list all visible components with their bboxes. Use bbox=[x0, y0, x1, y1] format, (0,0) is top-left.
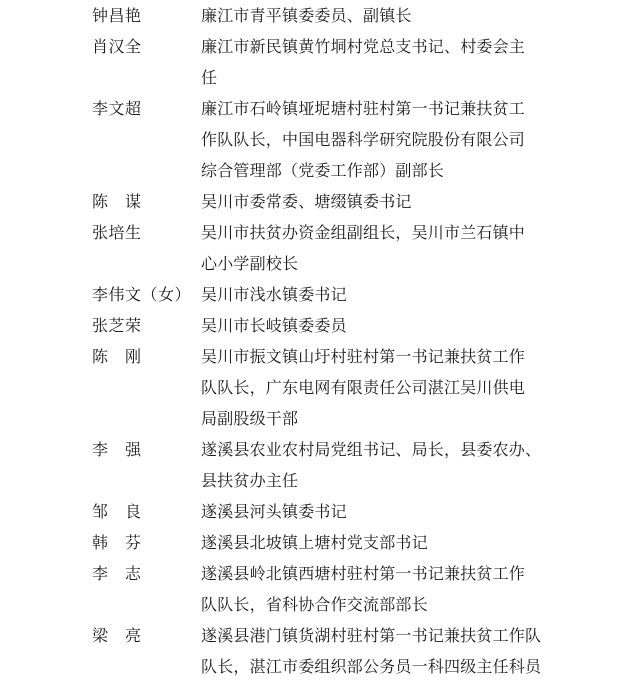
person-name: 梁 亮 bbox=[92, 626, 142, 645]
person-position bbox=[201, 341, 561, 434]
position-line: 任 bbox=[201, 68, 218, 87]
position-line: 吴川市长岐镇委委员 bbox=[201, 316, 347, 335]
person-name: 李文超 bbox=[92, 99, 142, 118]
person-position bbox=[201, 279, 561, 310]
position-line: 廉江市石岭镇垭坭塘村驻村第一书记兼扶贫工 bbox=[201, 99, 526, 118]
person-position bbox=[201, 186, 561, 217]
person-name: 张芝荣 bbox=[92, 316, 142, 335]
person-position bbox=[201, 93, 561, 186]
person-name: 韩 芬 bbox=[92, 533, 142, 552]
position-line: 廉江市新民镇黄竹垌村党总支书记、村委会主 bbox=[201, 37, 526, 56]
position-line: 廉江市青平镇委委员、副镇长 bbox=[201, 6, 412, 25]
person-position bbox=[201, 620, 561, 682]
position-line: 吴川市振文镇山圩村驻村第一书记兼扶贫工作 bbox=[201, 347, 526, 366]
position-line: 综合管理部（党委工作部）副部长 bbox=[201, 161, 445, 180]
position-line: 心小学副校长 bbox=[201, 254, 299, 273]
person-position bbox=[201, 310, 561, 341]
person-position bbox=[201, 217, 561, 279]
position-line: 作队队长，中国电器科学研究院股份有限公司 bbox=[201, 130, 526, 149]
person-name: 邹 良 bbox=[92, 502, 142, 521]
position-line: 吴川市扶贫办资金组副组长，吴川市兰石镇中 bbox=[201, 223, 526, 242]
person-name: 李 志 bbox=[92, 564, 142, 583]
position-line: 遂溪县河头镇委书记 bbox=[201, 502, 347, 521]
person-name: 钟昌艳 bbox=[92, 6, 142, 25]
position-line: 遂溪县港门镇货湖村驻村第一书记兼扶贫工作队 bbox=[201, 626, 542, 645]
person-name: 张培生 bbox=[92, 223, 142, 242]
position-line: 遂溪县北坡镇上塘村党支部书记 bbox=[201, 533, 428, 552]
person-name: 陈 刚 bbox=[92, 347, 142, 366]
position-line: 遂溪县农业农村局党组书记、局长，县委农办、 bbox=[201, 440, 542, 459]
position-line: 吴川市委常委、塘缀镇委书记 bbox=[201, 192, 412, 211]
person-position bbox=[201, 31, 561, 93]
position-line: 队队长，省科协合作交流部部长 bbox=[201, 595, 428, 614]
position-line: 吴川市浅水镇委书记 bbox=[201, 285, 347, 304]
person-name: 陈 谋 bbox=[92, 192, 142, 211]
person-name: 李 强 bbox=[92, 440, 142, 459]
position-line: 县扶贫办主任 bbox=[201, 471, 299, 490]
person-position bbox=[201, 496, 561, 527]
person-position bbox=[201, 434, 561, 496]
position-line: 遂溪县岭北镇西塘村驻村第一书记兼扶贫工作 bbox=[201, 564, 526, 583]
person-name: 肖汉全 bbox=[92, 37, 142, 56]
person-position bbox=[201, 527, 561, 558]
person-position bbox=[201, 558, 561, 620]
position-line: 队长，湛江市委组织部公务员一科四级主任科员 bbox=[201, 657, 542, 676]
person-name: 李伟文（女） bbox=[92, 285, 192, 304]
position-line: 队队长，广东电网有限责任公司湛江吴川供电 bbox=[201, 378, 526, 397]
position-line: 局副股级干部 bbox=[201, 409, 299, 428]
person-position bbox=[201, 0, 561, 31]
